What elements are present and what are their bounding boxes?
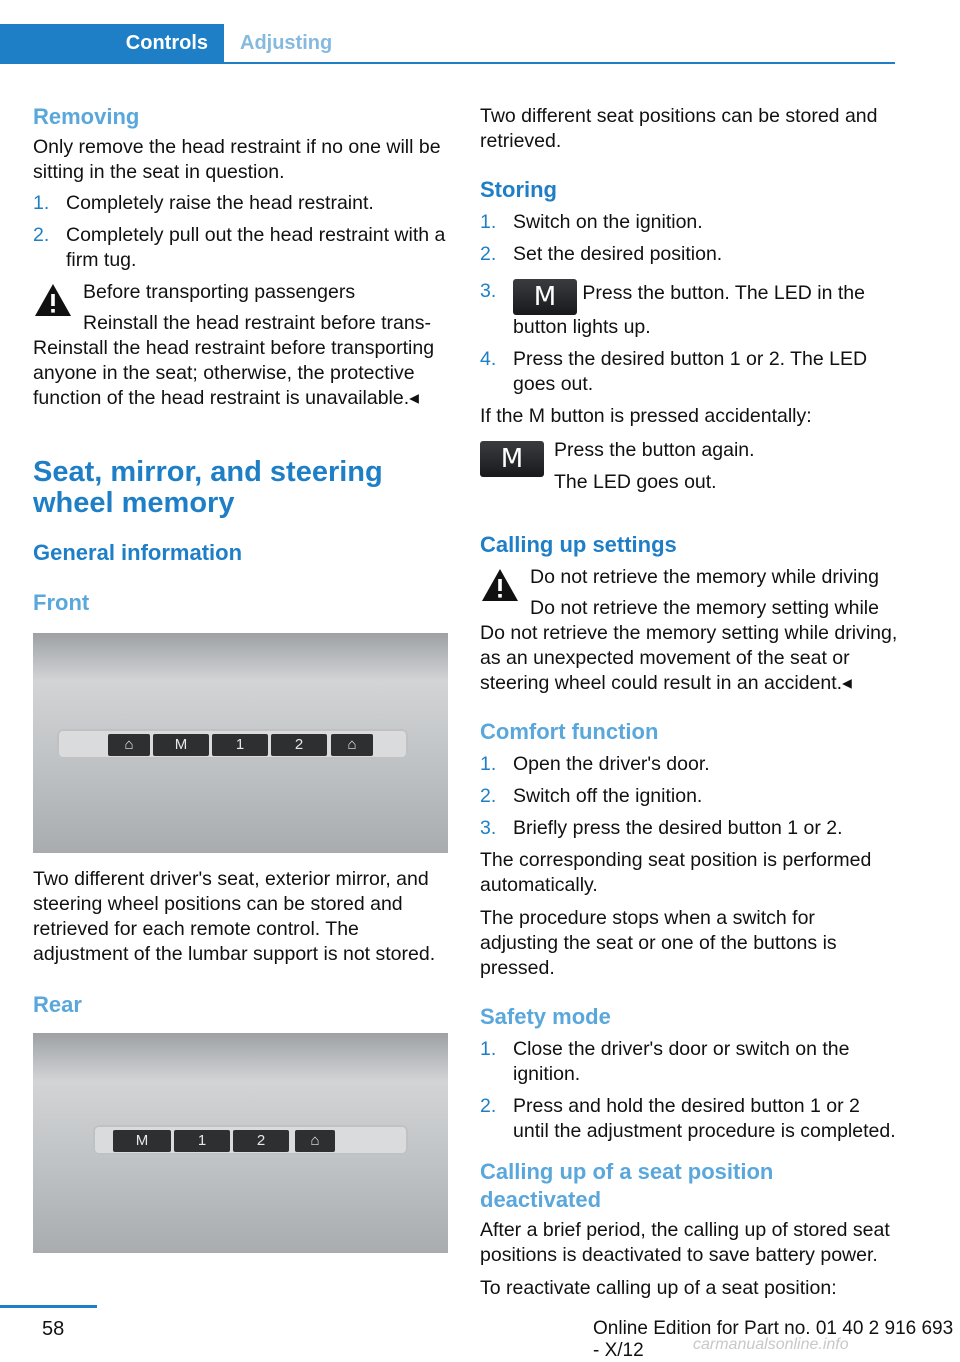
memory-2-button: 2 [233,1130,289,1152]
rear-heading: Rear [33,992,82,1017]
general-info-heading: General information [33,540,243,565]
warning-icon [480,567,520,603]
safety-steps [480,1037,898,1144]
deactivated-paragraph-2: To reactivate calling up of a seat position: [480,1277,837,1299]
list-item: 2. Switch off the ignition. [480,785,703,807]
warning-block [33,280,448,411]
lumbar-seat-icon: ⌂ [108,734,150,756]
watermark: carmanualsonline.info [693,1336,849,1353]
memory-m-button: M [113,1130,171,1152]
page-number: 58 [42,1318,65,1340]
led-out-text: The LED goes out. [554,471,717,493]
list-item: 3. Briefly press the desired button 1 or 2. [480,817,843,839]
removing-steps [33,191,448,273]
storing-heading: Storing [480,177,557,202]
calling-up-heading: Calling up settings [480,532,677,557]
right-intro: Two different seat positions can be stored and retrieved. [480,105,878,152]
memory-2-button: 2 [271,734,327,756]
list-item: 1. Switch on the ignition. [480,211,703,233]
memory-1-button: 1 [174,1130,230,1152]
deactivated-paragraph-1: After a brief period, the calling up of stored seat positions is deactivated to save battery power. [480,1219,890,1266]
calling-warning-block [480,565,898,696]
rear-memory-buttons-photo [33,1033,448,1253]
left-column [33,100,448,1253]
m-button-icon: M [480,441,544,477]
m-button-icon: M [513,279,577,315]
front-description: Two different driver's seat, exterior mirror, and steering wheel positions can be stored and retrieved for each remote control. The adjustment of the lumbar support is not stored. [33,868,436,965]
removing-intro: Only remove the head restraint if no one will be sitting in the seat in question. [33,136,441,183]
warning-text-first: Do not retrieve the memory setting while [530,597,879,619]
comfort-paragraph-1: The corresponding seat position is performed automatically. [480,849,872,896]
storing-steps [480,210,898,397]
removing-heading: Removing [33,104,140,129]
list-item: 3. M Press the button. The LED in the button lights up. [480,280,865,338]
warning-title: Do not retrieve the memory while driving [530,566,879,588]
seat-icon: ⌂ [331,734,373,756]
comfort-steps [480,752,898,841]
list-item: 2. Completely pull out the head restraint with a firm tug. [33,224,446,271]
front-heading: Front [33,590,90,615]
edition-text: Online Edition for Part no. 01 40 2 916 693 - X/12 [593,1318,954,1361]
seat-icon: ⌂ [295,1130,335,1152]
tab-controls[interactable]: Controls [0,24,224,62]
warning-text: Do not retrieve the memory setting while driving, as an unexpected movement of the seat or steering wheel could result in an accident.◂ [480,622,898,694]
deactivated-heading: Calling up of a seat position deactivated [480,1159,774,1212]
comfort-paragraph-2: The procedure stops when a switch for adjusting the seat or one of the buttons is pressed. [480,907,837,979]
warning-text-first: Reinstall the head restraint before trans- [83,312,431,334]
comfort-heading: Comfort function [480,719,659,744]
list-item: 1. Open the driver's door. [480,753,710,775]
list-item: 1. Completely raise the head restraint. [33,192,374,214]
front-memory-buttons-photo [33,633,448,853]
tab-adjusting[interactable]: Adjusting [240,31,333,54]
memory-1-button: 1 [212,734,268,756]
press-again-text: Press the button again. [554,439,755,461]
accidental-note: If the M button is pressed accidentally: [480,405,812,427]
warning-title: Before transporting passengers [83,281,356,303]
chapter-tabs [0,24,895,64]
list-item: 2. Set the desired position. [480,243,723,265]
list-item: 2. Press and hold the desired button 1 or 2 until the adjustment procedure is completed. [480,1095,896,1142]
warning-icon [33,282,73,318]
memory-m-button: M [153,734,209,756]
list-item: 1. Close the driver's door or switch on the ignition. [480,1038,850,1085]
warning-text: Reinstall the head restraint before transporting anyone in the seat; otherwise, the protective function of the head restraint is unavailable.◂ [33,337,435,409]
right-column [480,100,898,1301]
footer-rule [0,1305,97,1308]
safety-heading: Safety mode [480,1004,611,1029]
memory-heading: Seat, mirror, and steering wheel memory [33,456,383,519]
list-item: 4. Press the desired button 1 or 2. The LED goes out. [480,348,868,395]
m-button-note [480,439,898,513]
